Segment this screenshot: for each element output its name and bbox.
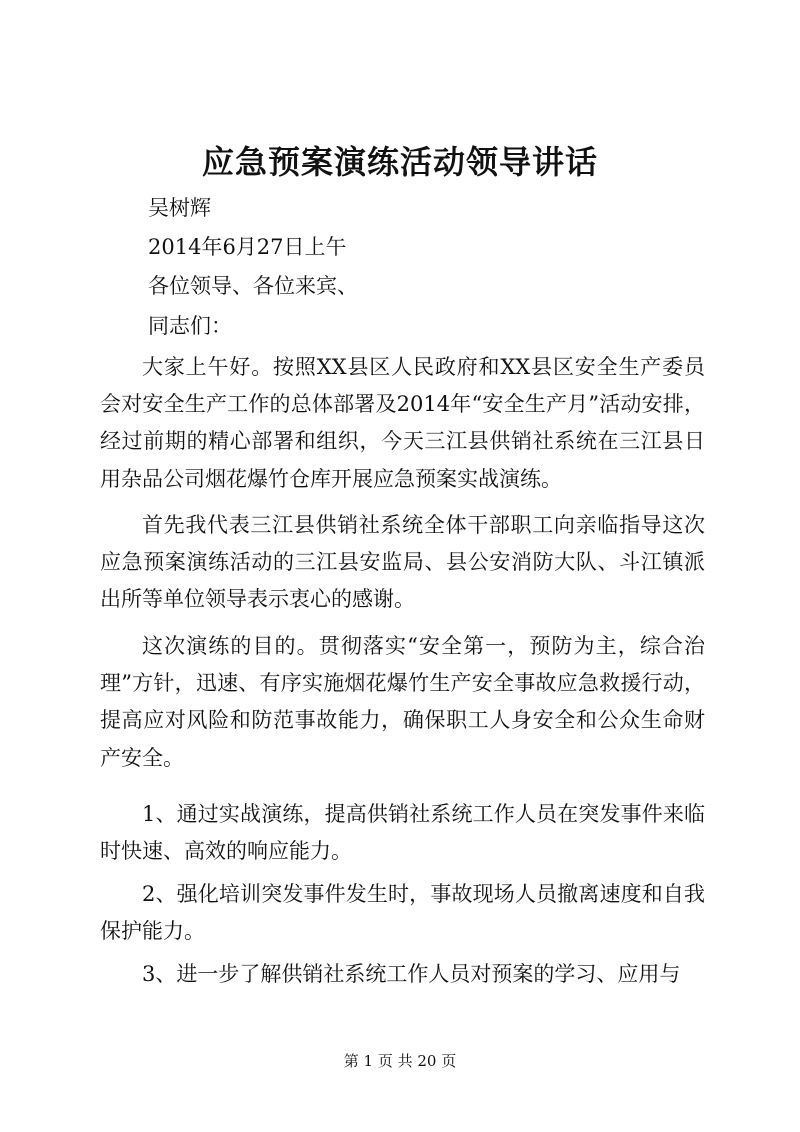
salutation-line-1: 各位领导、各位来宾、 bbox=[148, 274, 358, 298]
page-footer: 第 1 页 共 20 页 bbox=[343, 1052, 457, 1070]
salutation-line-2: 同志们： bbox=[148, 314, 232, 338]
paragraph-greeting: 大家上午好。按照XX县区人民政府和XX县区安全生产委员会对安全生产工作的总体部署及2014年“安全生产月”活动安排，经过前期的精心部署和组织，今天三江县供销社系统在三江县日用杂品公司烟花爆竹仓库开展应急预案实战演练。 bbox=[100, 355, 705, 491]
author-name: 吴树辉 bbox=[148, 196, 211, 220]
paragraph-item-2: 2、强化培训突发事件发生时，事故现场人员撤离速度和自我保护能力。 bbox=[100, 882, 705, 944]
paragraph-purpose: 这次演练的目的。贯彻落实“安全第一，预防为主，综合治理”方针，迅速、有序实施烟花爆竹生产安全事故应急救援行动，提高应对风险和防范事故能力，确保职工人身安全和公众生命财产安全。 bbox=[100, 634, 705, 770]
paragraph-item-1: 1、通过实战演练，提高供销社系统工作人员在突发事件来临时快速、高效的响应能力。 bbox=[100, 802, 705, 864]
paragraph-thanks: 首先我代表三江县供销社系统全体干部职工向亲临指导这次应急预案演练活动的三江县安监局、县公安消防大队、斗江镇派出所等单位领导表示衷心的感谢。 bbox=[100, 513, 705, 612]
speech-date: 2014年6月27日上午 bbox=[148, 235, 347, 259]
document-title: 应急预案演练活动领导讲话 bbox=[201, 143, 598, 181]
paragraph-item-3: 3、进一步了解供销社系统工作人员对预案的学习、应用与 bbox=[142, 962, 681, 986]
